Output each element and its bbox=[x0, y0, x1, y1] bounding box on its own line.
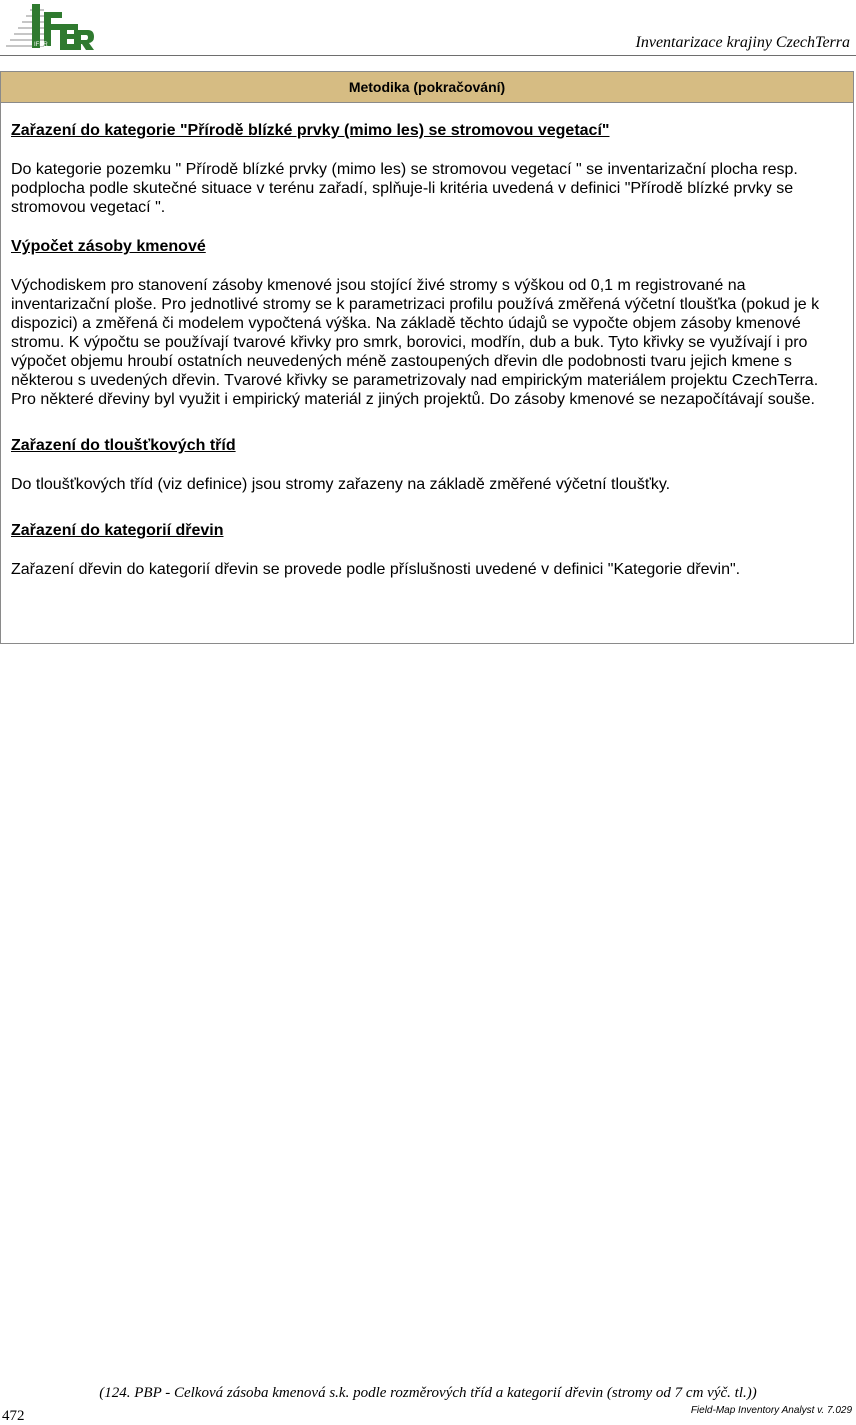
header-divider bbox=[0, 55, 856, 56]
box-heading: Metodika (pokračování) bbox=[1, 72, 853, 103]
methodology-box bbox=[0, 71, 854, 644]
software-version: Field-Map Inventory Analyst v. 7.029 bbox=[690, 1405, 852, 1416]
box-body bbox=[1, 103, 853, 579]
page-number: 472 bbox=[2, 1408, 25, 1424]
section-title-diameter-classes: Zařazení do tloušťkových tříd bbox=[11, 437, 236, 454]
header-title: Inventarizace krajiny CzechTerra bbox=[635, 34, 850, 51]
svg-text:IFER: IFER bbox=[34, 42, 48, 48]
table-caption: (124. PBP - Celková zásoba kmenová s.k. podle rozměrových tříd a kategorií dřevin (stromy od 7 cm výč. tl.)) bbox=[99, 1385, 757, 1401]
section-text-volume: Východiskem pro stanovení zásoby kmenové jsou stojící živé stromy s výškou od 0,1 m registrované na inventarizační ploše. Pro jednotlivé stromy se k parametrizaci profilu používá změřená výčetní tloušťka (pokud je k dispozici) a změřená či modelem vypočtená výška. Na základě těchto údajů se vypočte objem zásoby kmenové stromu. K výpočtu se používají tvarové křivky pro smrk, borovici, modřín, dub a buk. Tyto křivky se využívají i pro výpočet objemu hroubí ostatních neuvedených méně zastoupených dřevin dle podobnosti tvaru jejich kmene s některou s uvedených dřevin. Tvarové křivky se parametrizovaly nad empirickým materiálem projektu CzechTerra. Pro některé dřeviny byl využit i empirický materiál z jiných projektů. Do zásoby kmenové se nezapočítávají souše. bbox=[11, 277, 820, 408]
section-title-species-categories: Zařazení do kategorií dřevin bbox=[11, 522, 224, 539]
section-title-category: Zařazení do kategorie "Přírodě blízké prvky (mimo les) se stromovou vegetací" bbox=[11, 122, 610, 139]
section-title-volume: Výpočet zásoby kmenové bbox=[11, 238, 206, 255]
section-text-diameter-classes: Do tloušťkových tříd (viz definice) jsou stromy zařazeny na základě změřené výčetní tloušťky. bbox=[11, 476, 671, 493]
section-text-category: Do kategorie pozemku " Přírodě blízké prvky (mimo les) se stromovou vegetací " se inventarizační plocha resp. podplocha podle skutečné situace v terénu zařadí, splňuje-li kritéria uvedená v definici "Přírodě blízké prvky se stromovou vegetací ". bbox=[11, 161, 798, 216]
section-text-species-categories: Zařazení dřevin do kategorií dřevin se provede podle příslušnosti uvedené v definici "Kategorie dřevin". bbox=[11, 561, 741, 578]
ifer-logo bbox=[4, 2, 96, 52]
